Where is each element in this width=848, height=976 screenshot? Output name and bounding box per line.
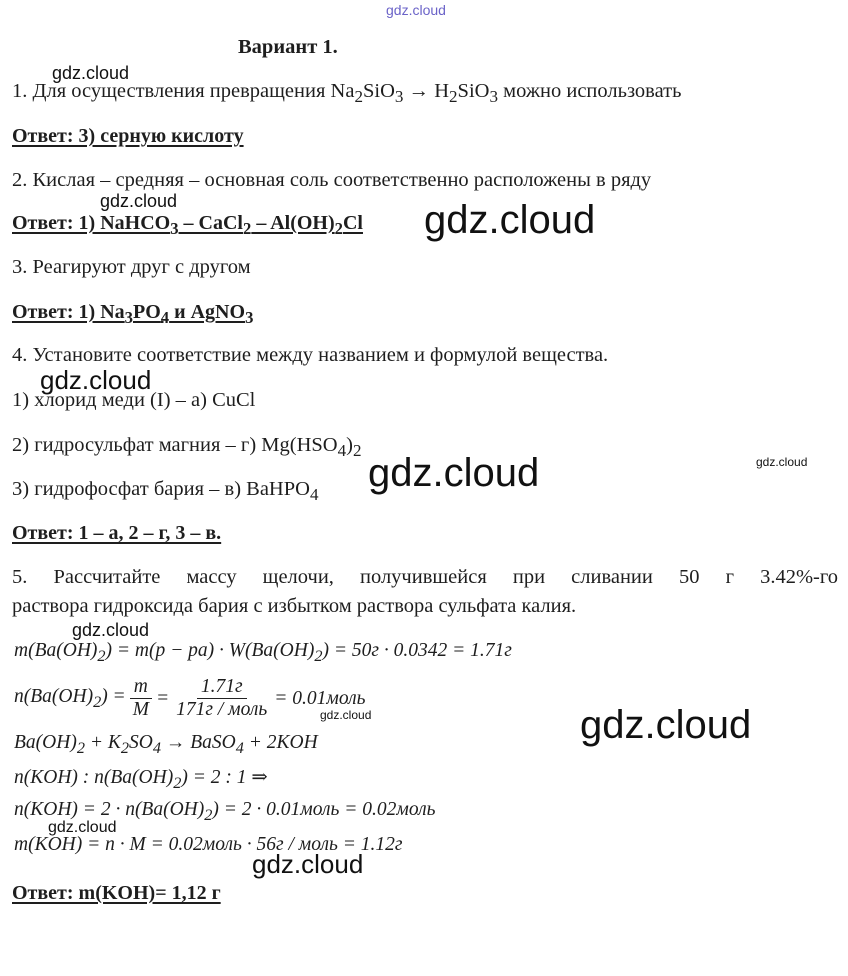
- watermark: gdz.cloud: [252, 849, 364, 879]
- watermark: gdz.cloud: [48, 819, 117, 836]
- watermark: gdz.cloud: [368, 451, 540, 495]
- equation-1: $m(Ba(OH)_2) = m(p - pa) \cdot W(Ba(OH)_2) = 50г \cdot 0.0342 = 1.71г$: [14, 640, 512, 665]
- equation-5: $n(KOH) = 2 \cdot n(Ba(OH)_2) = 2$ · 0.01моль = 0.02моль: [14, 799, 436, 824]
- equation-2: $n(Ba(OH)_2)$ = $\frac{m}{M}$ = $\frac{1.71г}{\text{171г / моль}}$ = 0.01моль: [14, 676, 366, 720]
- watermark-top: gdz.cloud: [386, 2, 446, 18]
- watermark: gdz.cloud: [100, 191, 178, 211]
- list-item-1: 1) хлорид меди (I) – а) CuCl: [12, 389, 256, 411]
- watermark: gdz.cloud: [756, 455, 808, 469]
- equation-4: n(KOH) : $n(Ba(OH)_2) = 2$ : 1 ⇒: [14, 767, 268, 792]
- watermark: gdz.cloud: [424, 198, 596, 242]
- watermark: gdz.cloud: [580, 703, 752, 747]
- list-item-2: 2) гидросульфат магния – г) $Mg(HSO_4)_2$: [12, 434, 362, 461]
- watermark: gdz.cloud: [52, 63, 130, 83]
- question-2: 2. Кислая – средняя – основная соль соответственно расположены в ряду: [12, 169, 652, 191]
- question-4: 4. Установите соответствие между названием и формулой вещества.: [12, 344, 609, 366]
- question-1: 1. Для осуществления превращения $Na_2SiO_3 \to H_2SiO_3$ можно использовать: [12, 80, 682, 107]
- fraction-mass-over-molar-mass: $\frac{1.71г}{\text{171г / моль}}$: [176, 676, 268, 720]
- watermark: gdz.cloud: [40, 365, 152, 395]
- question-5-line-1: 5. Рассчитайте массу щелочи, получившейся при сливании 50 г 3.42%-го: [12, 566, 838, 588]
- question-5-line-2: раствора гидроксида бария с избытком раствора сульфата калия.: [12, 595, 577, 617]
- answer-2: Ответ: 1) NaHCO$_3$ – CaCl$_2$ – $Al(OH)_2Cl$: [12, 212, 363, 238]
- page-title: Вариант 1.: [238, 36, 338, 58]
- fraction-m-over-M: $\frac{m}{M}$: [129, 676, 153, 721]
- equation-3: $Ba(OH)_2 + K_2SO_4$ → BaSO$_4$ + 2KOH: [14, 732, 318, 757]
- watermark: gdz.cloud: [320, 708, 372, 722]
- watermark: gdz.cloud: [72, 620, 150, 640]
- question-3: 3. Реагируют друг с другом: [12, 256, 251, 278]
- answer-5: Ответ: m(KOH)= 1,12 г: [12, 882, 221, 904]
- list-item-3: 3) гидрофосфат бария – в) BaHPO$_4$: [12, 478, 319, 505]
- answer-1: Ответ: 3) серную кислоту: [12, 125, 244, 147]
- answer-3: Ответ: 1) $Na_3PO_4$ и AgNO$_3$: [12, 301, 254, 327]
- answer-4: Ответ: 1 – а, 2 – г, 3 – в.: [12, 522, 222, 544]
- equation-6: m(KOH) = n · M = 0.02моль · 56г / моль = 1.12г: [14, 834, 403, 855]
